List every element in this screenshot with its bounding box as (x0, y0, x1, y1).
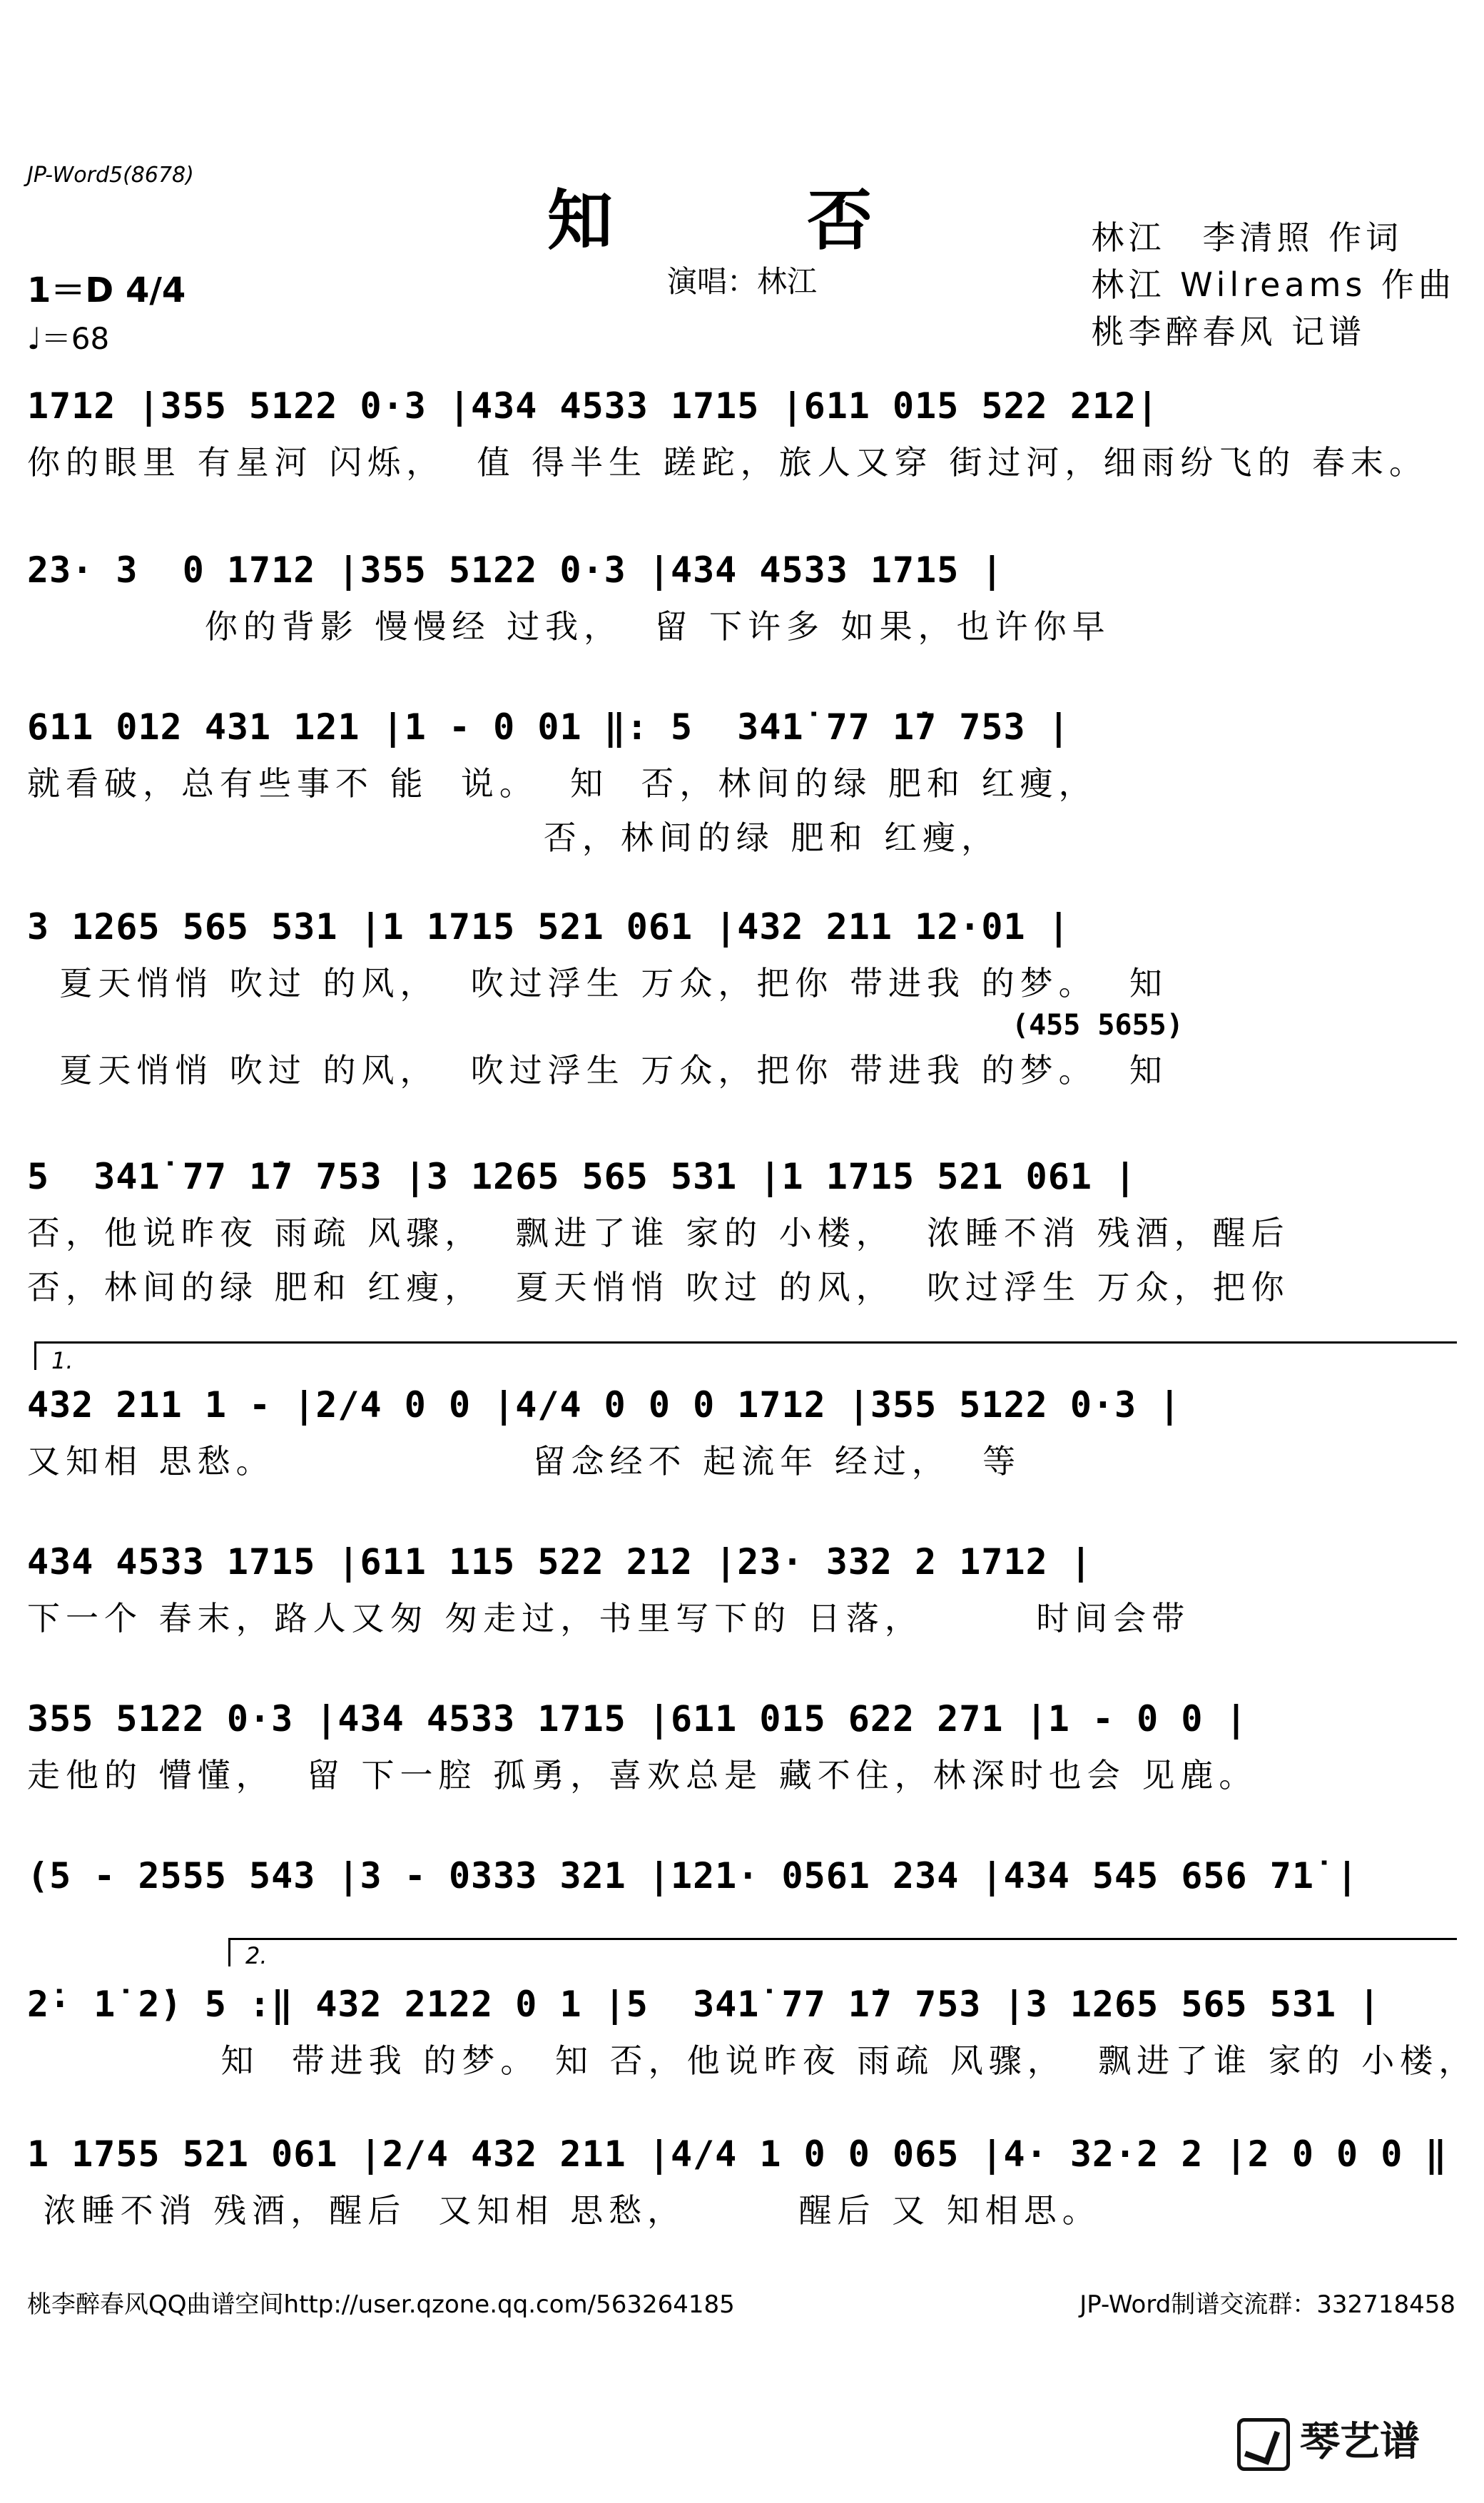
footer-group: JP-Word制谱交流群：332718458 (1079, 2290, 1455, 2319)
notation-line: 434 4533 1715 |611 115 522 212 |23· 332 2 1712 | (27, 1541, 1092, 1583)
score-row-3 (27, 706, 1457, 859)
notation-line: 1712 |355 5122 0·3 |434 4533 1715 |611 015 522 212| (27, 385, 1159, 427)
score-row-4 (27, 906, 1457, 1092)
score-row-1 (27, 385, 1457, 484)
logo-text: 琴艺谱 (1300, 2419, 1420, 2465)
lyric-line: 知 带进我 的梦。 知 否，他说昨夜 雨疏 风骤， 飘进了谁 家的 小楼， (27, 2041, 1478, 2080)
score-row-10 (27, 1984, 1478, 2082)
credits (1092, 214, 1455, 355)
score-row-9 (27, 1855, 1457, 1897)
volta-tick (228, 1938, 230, 1966)
lyric-line: 走他的 懵懂， 留 下一腔 孤勇，喜欢总是 藏不住，林深时也会 见鹿。 (27, 1756, 1258, 1794)
song-title: 知 否 (547, 182, 937, 259)
notation-line: 1 1755 521 061 |2/4 432 211 |4/4 1 0 0 065 |4· 32·2 2 |2 0 0 0 ‖ (27, 2133, 1448, 2175)
lyric-line: 否，他说昨夜 雨疏 风骤， 飘进了谁 家的 小楼， 浓睡不消 残酒，醒后 (27, 1214, 1290, 1252)
lyric-line: 夏天悄悄 吹过 的风， 吹过浮生 万众，把你 带进我 的梦。 知 (27, 964, 1168, 1002)
score-row-5 (27, 1156, 1457, 1309)
software-label: JP-Word5(8678) (27, 163, 194, 188)
lyric-line: 你的背影 慢慢经 过我， 留 下许多 如果，也许你早 (27, 607, 1111, 646)
lyric-line-2: 否，林间的绿 肥和 红瘦， 夏天悄悄 吹过 的风， 吹过浮生 万众，把你 (27, 1268, 1290, 1306)
lyric-line: 又知相 思愁。 留念经不 起流年 经过， 等 (27, 1442, 1022, 1481)
notation-line: 355 5122 0·3 |434 4533 1715 |611 015 622 271 |1 - 0 0 | (27, 1698, 1248, 1740)
score-row-8 (27, 1698, 1457, 1797)
lyric-line: 浓睡不消 残酒，醒后 又知相 思愁， 醒后 又 知相思。 (27, 2191, 1101, 2230)
notation-line: 611 012 431 121 |1 - 0 01 ‖: 5 341̇ 77 1̇7 753 | (27, 706, 1070, 748)
composer: 林江 Wilreams 作曲 (1091, 265, 1455, 304)
alternate-notes: (455 5655) (1012, 1009, 1184, 1042)
volta-bracket-1 (34, 1341, 1457, 1344)
notation-line: 2̇· 1̇ 2̇) 5 :‖ 432 2122 0 1 |5 341̇ 77 1̇7 753 |3 1265 565 531 | (27, 1984, 1381, 2025)
tempo-marking: ♩＝68 (27, 321, 110, 356)
lyric-line-2: 夏天悄悄 吹过 的风， 吹过浮生 万众，把你 带进我 的梦。 知 (27, 1051, 1168, 1090)
lyric-line-2: 否，林间的绿 肥和 红瘦， (27, 818, 1000, 857)
site-logo (1237, 2410, 1420, 2471)
volta-bracket-2 (228, 1938, 1457, 1940)
key-signature: 1＝D 4/4 (27, 270, 186, 310)
lyricist: 林江 李清照 作词 (1091, 218, 1403, 257)
notation-line: (5 - 2555 543 |3 - 0333 321 |121· 0561 234 |434 545 656 71̇ | (27, 1855, 1359, 1897)
score-row-7 (27, 1541, 1457, 1640)
footer-source: 桃李醉春风QQ曲谱空间http://user.qzone.qq.com/563264185 (27, 2290, 735, 2319)
notation-line: 23· 3 0 1712 |355 5122 0·3 |434 4533 1715 | (27, 549, 1004, 591)
lyric-line: 就看破，总有些事不 能 说。 知 否，林间的绿 肥和 红瘦， (27, 764, 1097, 803)
score-row-2 (27, 549, 1457, 648)
singer-label: 演唱：林江 (666, 264, 817, 299)
volta-tick (34, 1341, 36, 1370)
logo-icon (1237, 2418, 1290, 2471)
notation-line: 5 341̇ 77 1̇7 753 |3 1265 565 531 |1 1715 521 061 | (27, 1156, 1137, 1197)
notation-line: 3 1265 565 531 |1 1715 521 061 |432 211 12·01 | (27, 906, 1070, 948)
score-row-6 (27, 1384, 1457, 1483)
volta-label-2: 2. (245, 1942, 268, 1969)
lyric-line: 下一个 春末，路人又匆 匆走过，书里写下的 日落， 时间会带 (27, 1599, 1191, 1638)
lyric-line: 你的眼里 有星河 闪烁， 值 得半生 蹉跎，旅人又穿 街过河，细雨纷飞的 春末。 (27, 443, 1428, 482)
notation-line: 432 211 1 - |2/4 0 0 |4/4 0 0 0 1712 |355 5122 0·3 | (27, 1384, 1181, 1426)
volta-label-1: 1. (51, 1347, 73, 1374)
score-row-11 (27, 2133, 1457, 2232)
transcriber: 桃李醉春风 记谱 (1091, 313, 1366, 351)
